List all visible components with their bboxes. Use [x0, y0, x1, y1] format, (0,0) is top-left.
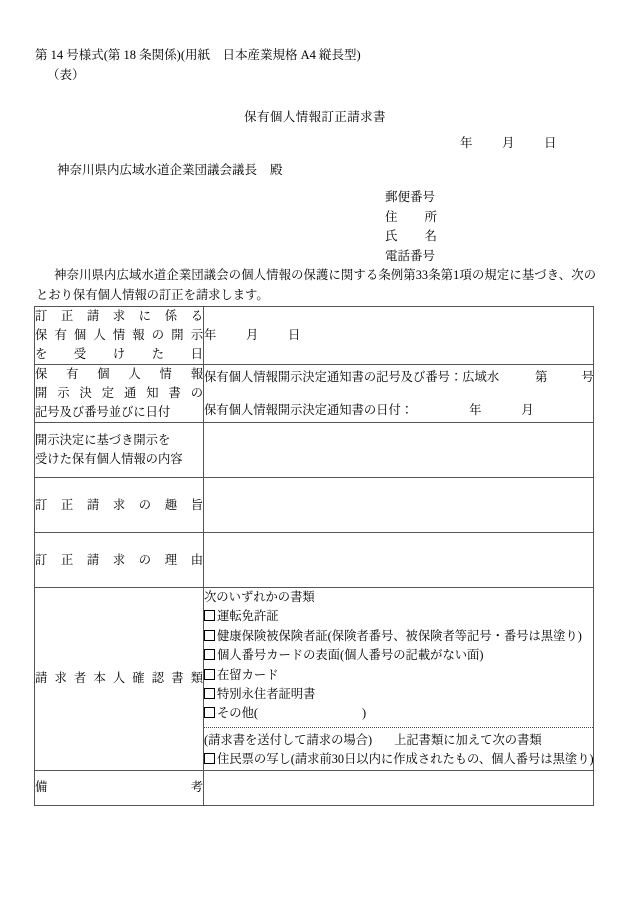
notice-date-text: 保有個人情報開示決定通知書の日付： — [204, 402, 414, 417]
value-purpose[interactable] — [204, 478, 594, 533]
notice-symbol-go: 号 — [581, 369, 594, 384]
page-title: 保有個人情報訂正請求書 — [244, 110, 386, 124]
value-disclosure-date[interactable] — [204, 307, 594, 365]
checkbox-label-other-close: ) — [362, 706, 367, 721]
table-row-purpose — [35, 478, 594, 533]
body-paragraph-text: 神奈川県内広域水道企業団議会の個人情報の保護に関する条例第33条第1項の規定に基づき、次のとおり保有個人情報の訂正を請求します。 — [36, 268, 596, 302]
checkbox-label-other: その他( — [217, 706, 258, 721]
date-day-label: 日 — [544, 136, 557, 150]
request-form-table — [34, 306, 594, 806]
label-disclosure-date-line2: 保有個人情報の開示 — [35, 328, 203, 342]
checkbox-icon[interactable] — [204, 630, 215, 641]
label-disclosure-date-line3: を受けた日 — [35, 347, 203, 361]
checkbox-label: 特別永住者証明書 — [217, 687, 316, 702]
addressee-honorific: 殿 — [270, 163, 283, 177]
notice-symbol-row — [204, 368, 593, 387]
checkbox-item-residence-certificate[interactable] — [204, 750, 593, 769]
table-row-notice — [35, 365, 594, 423]
checkbox-icon[interactable] — [204, 610, 215, 621]
checkbox-label: 個人番号カードの表面(個人番号の記載がない面) — [217, 648, 484, 663]
notice-symbol-dai: 第 — [535, 369, 548, 384]
label-reason — [35, 533, 204, 588]
notice-date-month: 月 — [521, 402, 534, 417]
label-purpose — [35, 478, 204, 533]
checkbox-label: 住民票の写し(請求前30日以内に作成されたもの、個人番号は黒塗り) — [217, 752, 594, 767]
label-content-line2: 受けた保有個人情報の内容 — [35, 452, 183, 466]
label-reason-text: 訂正請求の理由 — [35, 552, 203, 567]
checkbox-item-my-number-card[interactable] — [204, 646, 593, 665]
label-content-line1: 開示決定に基づき開示を — [35, 433, 171, 447]
date-month-label: 月 — [502, 136, 515, 150]
disclosure-date-day: 日 — [288, 328, 301, 342]
addressee — [57, 160, 283, 178]
value-notice[interactable] — [204, 365, 594, 423]
document-date-line — [460, 133, 557, 151]
checkbox-item-drivers-license[interactable] — [204, 607, 593, 626]
section-divider — [204, 727, 593, 728]
mail-request-note — [204, 731, 593, 750]
disclosure-date-month: 月 — [246, 328, 259, 342]
identity-document-list — [204, 588, 594, 771]
form-side-label: （表） — [47, 68, 85, 82]
mail-note-prefix: (請求書を送付して請求の場合) — [204, 732, 373, 747]
checkbox-label: 運転免許証 — [217, 609, 279, 624]
notice-date-year: 年 — [469, 402, 482, 417]
label-purpose-text: 訂正請求の趣旨 — [35, 497, 203, 512]
checkbox-item-special-permanent-resident[interactable] — [204, 685, 593, 704]
table-row-reason — [35, 533, 594, 588]
identity-list-intro: 次のいずれかの書類 — [204, 590, 315, 604]
label-notice-line3: 記号及び番号並びに日付 — [35, 405, 171, 419]
checkbox-icon[interactable] — [204, 669, 215, 680]
applicant-address-label: 住所 — [385, 209, 437, 224]
label-remarks — [35, 770, 204, 805]
value-remarks[interactable] — [204, 770, 594, 805]
applicant-name-label: 氏名 — [385, 229, 437, 243]
disclosure-date-year: 年 — [204, 328, 217, 342]
date-year-label: 年 — [460, 136, 473, 150]
label-disclosure-date-line1: 訂正請求に係る — [35, 309, 203, 323]
checkbox-icon[interactable] — [204, 707, 215, 718]
label-identity-text: 請求者本人確認書類 — [35, 671, 203, 686]
checkbox-icon[interactable] — [204, 649, 215, 660]
value-reason[interactable] — [204, 533, 594, 588]
label-notice-line1: 保有個人情報 — [35, 367, 203, 381]
addressee-name: 神奈川県内広域水道企業団議会議長 — [57, 163, 258, 177]
value-content[interactable] — [204, 423, 594, 478]
table-row-identity — [35, 588, 594, 771]
notice-date-row — [204, 401, 593, 420]
checkbox-icon[interactable] — [204, 688, 215, 699]
label-notice-line2: 開示決定通知書の — [35, 386, 203, 400]
label-notice — [35, 365, 204, 423]
label-disclosure-date — [35, 307, 204, 365]
checkbox-item-residence-card[interactable] — [204, 666, 593, 685]
body-paragraph — [36, 266, 596, 305]
checkbox-label: 在留カード — [217, 667, 279, 682]
applicant-postal-code-label: 郵便番号 — [385, 190, 436, 204]
label-content — [35, 423, 204, 478]
mail-note-suffix: 上記書類に加えて次の書類 — [394, 732, 542, 747]
table-row-disclosure-date — [35, 307, 594, 365]
checkbox-item-other[interactable] — [204, 704, 593, 723]
form-number-label: 第 14 号様式(第 18 条関係)(用紙 日本産業規格 A4 縦長型) — [35, 48, 361, 62]
checkbox-label: 健康保険被保険者証(保険者番号、被保険者等記号・番号は黒塗り) — [217, 628, 582, 643]
table-row-remarks — [35, 770, 594, 805]
checkbox-item-health-insurance[interactable] — [204, 627, 593, 646]
table-row-content — [35, 423, 594, 478]
applicant-phone-label: 電話番号 — [385, 248, 436, 263]
checkbox-icon[interactable] — [204, 753, 215, 764]
notice-symbol-text: 保有個人情報開示決定通知書の記号及び番号：広域水 — [204, 369, 500, 384]
label-identity — [35, 588, 204, 771]
applicant-fields — [385, 188, 437, 266]
label-remarks-text: 備考 — [35, 780, 203, 795]
